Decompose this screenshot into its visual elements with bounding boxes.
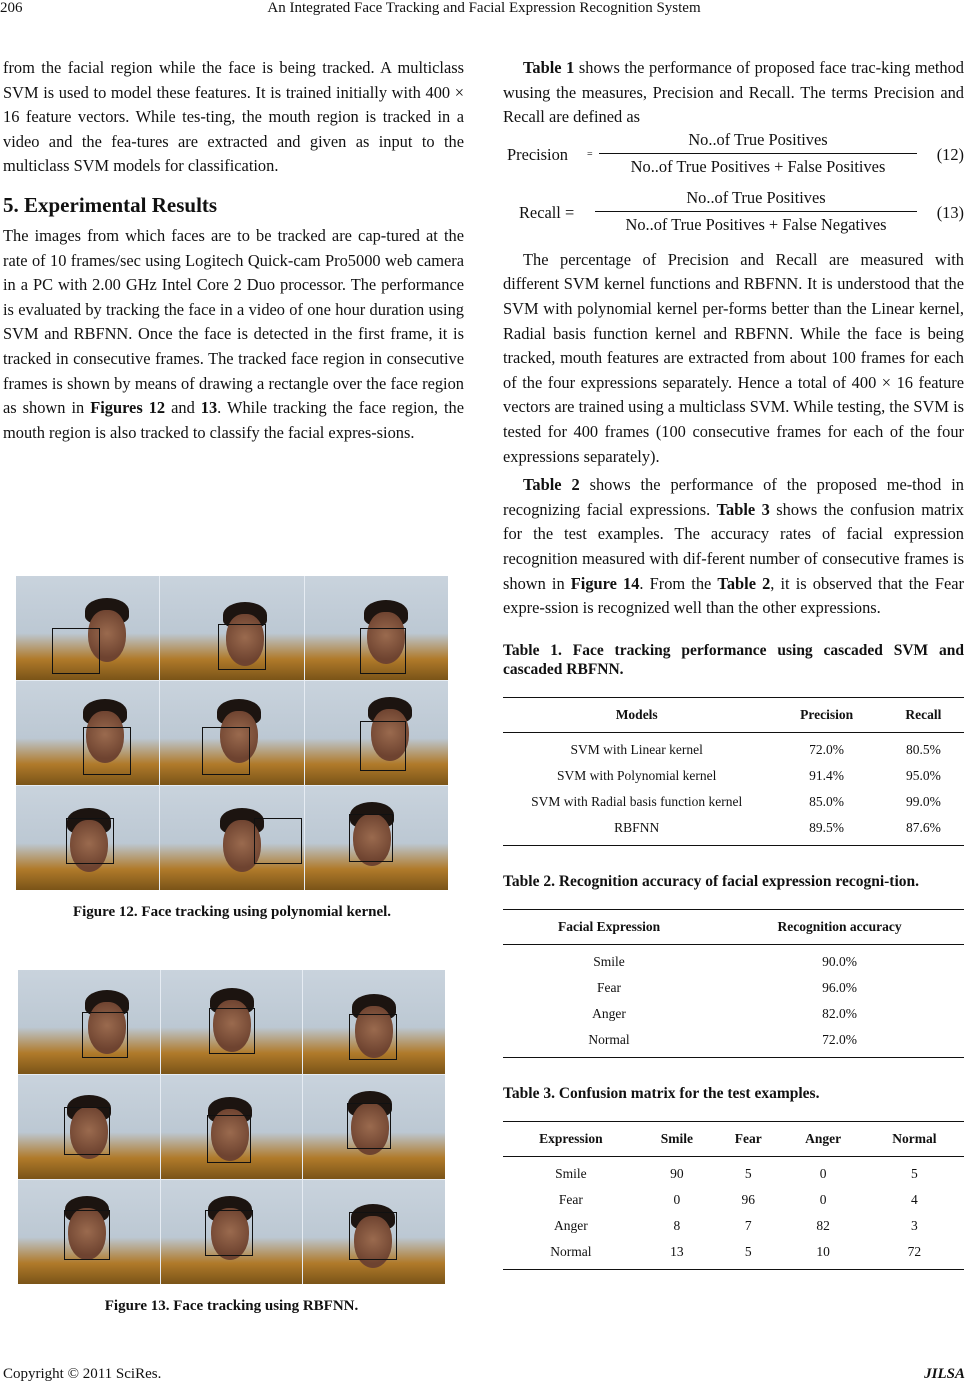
figure-13-caption: Figure 13. Face tracking using RBFNN.: [104, 1298, 359, 1314]
paragraph-table1-intro: Table 1 shows the performance of proposed face trac-king method wusing the measures, Precision and Recall. The terms Precision and Recall are defined as: [503, 58, 964, 127]
journal-name: JILSA: [924, 1366, 965, 1382]
equation-lhs: Recall =: [519, 202, 575, 222]
table-row: Smile 90 5 0 5: [555, 1165, 918, 1181]
table-row: Fear 0 96 0 4: [558, 1191, 918, 1207]
figure-12-caption: Figure 12. Face tracking using polynomial kernel.: [72, 904, 392, 920]
table-header: Precision: [770, 697, 882, 732]
paragraph-experimental: The images from which faces are to be tracked are cap-tured at the rate of 10 frames/sec using Logitech Quick-cam Pro5000 web camera in a PC with 2.00 GHz Intel Core 2 Duo processor. The performance is evaluated by tracking the face in a video of one hour duration using SVM and RBFNN. Once the face is detected in the first frame, it is tracked in consecutive frames. The tracked face region in consecutive frames is shown by means of drawing a rectangle over the face region as shown in Figures 12 and 13. While tracking the face region, the mouth region is also tracked to classify the facial expres-sions.: [3, 225, 465, 442]
video-frame: [161, 1075, 303, 1179]
video-frame: [161, 1180, 303, 1284]
equation-fraction: [599, 130, 917, 177]
equation-13: [503, 188, 964, 246]
figure-12: [16, 576, 448, 921]
tracking-box: [349, 814, 393, 862]
table-3: [503, 1121, 964, 1270]
video-frame: [16, 576, 159, 680]
table-row: Anger 8 7 82 3: [553, 1217, 918, 1233]
table-2: [503, 909, 964, 1058]
section-heading: 5. Experimental Results: [3, 192, 218, 217]
video-frame: [160, 681, 303, 785]
table-ref: Table 1: [523, 58, 575, 77]
table-3-caption: Table 3. Confusion matrix for the test examples.: [503, 1084, 820, 1102]
table-header: Normal: [865, 1121, 964, 1156]
equation-number: (12): [936, 144, 964, 164]
video-frame: [18, 970, 160, 1074]
paragraph-continuation: from the facial region while the face is being tracked. A multiclass SVM is used to model these features. It is trained initially with 400 × 16 feature vectors. While tes-ting, the mouth region is tracked in a video and the fea-tures are extracted and given as input to the multiclass SVM models for classification.: [3, 58, 464, 176]
video-frame: [18, 1075, 160, 1179]
video-frame: [303, 1075, 445, 1179]
paragraph-results: The percentage of Precision and Recall are measured with different SVM kernel functions and RBFNN. It is understood that the SVM with polynomial kernel per-forms better than the Linear kernel, Radial basis function kernel and RBFNN. While the face is being tracked, mouth features are extracted from about 100 frames for each of the four expressions separately. Hence a total of 400 × 16 feature vectors are trained using a multiclass SVM. While testing, the SVM is tested for 400 frames (100 consecutive frames for each of the four expressions separately).: [503, 249, 964, 466]
equation-number: (13): [936, 202, 964, 222]
tracking-box: [349, 1014, 397, 1060]
paragraph-table2-3: Table 2 shows the performance of the proposed me-thod in recognizing facial expressions. Table 3 shows the confusion matrix for the test examples. The accuracy rates of facial expression recognition measured with dif-ferent number of consecutive frames is shown in Figure 14. From the Table 2, it is observed that the Fear expre-ssion is recognized well than the other expressions.: [503, 475, 964, 618]
figure-13-image-grid: [18, 970, 445, 1284]
video-frame: [305, 786, 448, 890]
page-header: [0, 0, 968, 22]
equation-numerator: No..of True Positives: [595, 188, 917, 212]
table-1: [503, 697, 964, 846]
tracking-box: [52, 628, 100, 674]
table-header: Smile: [639, 1121, 715, 1156]
tracking-box: [360, 628, 406, 674]
left-column: [3, 56, 464, 445]
equation-denominator: No..of True Positives + False Negatives: [625, 214, 887, 234]
table-header: Models: [503, 697, 770, 732]
table-1-caption: Table 1. Face tracking performance using cascaded SVM and cascaded RBFNN.: [503, 641, 964, 678]
equation-12: Precision = No..of True Positives No..of True Positives + False Positives (12): [507, 129, 964, 176]
video-frame: [16, 786, 159, 890]
video-frame: [305, 576, 448, 680]
tracking-box: [218, 624, 266, 670]
figure-12-image-grid: [16, 576, 448, 890]
table-2-caption: Table 2. Recognition accuracy of facial expression recogni-tion.: [503, 872, 920, 890]
table-header: Fear: [715, 1121, 781, 1156]
video-frame: [303, 1180, 445, 1284]
figure-ref: 13: [200, 398, 218, 418]
table-row: Normal 13 5 10 72: [503, 1239, 964, 1270]
equation-fraction: [595, 188, 917, 235]
tracking-box: [64, 1210, 110, 1260]
video-frame: [303, 970, 445, 1074]
tracking-box: [254, 818, 302, 864]
table-row: SVM with Radial basis function kernel 85.0% 99.0%: [531, 793, 941, 809]
table-row: Anger 82.0%: [592, 1005, 857, 1021]
tracking-box: [82, 1012, 128, 1058]
table-row: RBFNN 89.5% 87.6%: [503, 815, 964, 846]
video-frame: [161, 970, 303, 1074]
video-frame: [160, 576, 303, 680]
table-header: Anger: [781, 1121, 864, 1156]
tracking-box: [209, 1008, 255, 1054]
page-number: 206: [0, 0, 23, 16]
tracking-box: [64, 1107, 110, 1155]
video-frame: [18, 1180, 160, 1284]
tracking-box: [66, 818, 114, 864]
table-header: Recognition accuracy: [715, 909, 964, 944]
video-frame: [16, 681, 159, 785]
figure-ref: Figures 12: [90, 398, 166, 418]
page-footer: [3, 1366, 965, 1383]
table-header: Facial Expression: [503, 909, 715, 944]
table-row: SVM with Linear kernel 72.0% 80.5%: [570, 741, 941, 757]
video-frame: [305, 681, 448, 785]
tracking-box: [202, 727, 250, 775]
running-title: An Integrated Face Tracking and Facial Expression Recognition System: [267, 0, 701, 16]
equation-numerator: No..of True Positives: [599, 130, 917, 154]
table-row: Smile 90.0%: [593, 953, 857, 969]
tracking-box: [83, 727, 131, 775]
tracking-box: [360, 721, 406, 771]
tracking-box: [205, 1210, 253, 1256]
table-row: SVM with Polynomial kernel 91.4% 95.0%: [557, 767, 941, 783]
table-row: Normal 72.0%: [503, 1027, 964, 1058]
right-column: [503, 56, 964, 1270]
table-row: Fear 96.0%: [597, 979, 857, 995]
table-header: Expression: [503, 1121, 639, 1156]
equation-lhs: Precision: [507, 144, 569, 164]
video-frame: [160, 786, 303, 890]
equation-denominator: No..of True Positives + False Positives: [630, 156, 886, 176]
figure-13: [18, 970, 445, 1315]
tracking-box: [349, 1212, 397, 1260]
copyright-text: Copyright © 2011 SciRes.: [3, 1366, 162, 1382]
tracking-box: [207, 1115, 251, 1163]
tracking-box: [347, 1103, 391, 1149]
table-header: Recall: [883, 697, 964, 732]
